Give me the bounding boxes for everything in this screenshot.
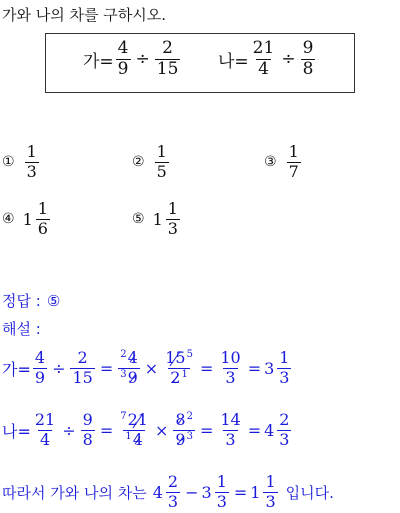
choice-fraction: 1 7	[288, 142, 299, 181]
conclusion-prefix: 따라서 가와 나의 차는	[2, 483, 147, 502]
cancelled-fraction: $\frac{15^5}{2^1}$	[165, 348, 193, 387]
mixed-integer: 4	[264, 420, 275, 440]
choice-number: ③	[264, 154, 277, 171]
explanation-label: 해설 :	[2, 320, 41, 338]
choice-fraction: 1 6	[37, 199, 48, 238]
fraction: $\frac{1}{3}$	[216, 472, 227, 511]
minus-sign: −	[185, 482, 199, 502]
fraction: $\frac{10}{3}$	[220, 348, 241, 387]
equals-sign: =	[247, 420, 262, 440]
divide-sign: ÷	[62, 420, 76, 440]
answer-label: 정답 :	[2, 292, 41, 310]
mixed-integer: 3	[201, 482, 212, 502]
equals-sign: =	[199, 420, 214, 440]
mixed-integer: 1	[250, 482, 261, 502]
na-fraction-1: $\frac{21}{4}$	[252, 38, 275, 79]
cancelled-fraction: $\frac{^24}{^39}$	[120, 348, 138, 387]
choice-fraction: 1 3	[26, 142, 37, 181]
na-expression	[218, 40, 317, 79]
fraction: 1 3	[265, 472, 276, 511]
choice-2[interactable]	[132, 144, 171, 181]
choice-number: ②	[132, 154, 145, 171]
cancelled-fraction: $\frac{8^2}{9^3}$	[175, 410, 193, 449]
divide-sign: ÷	[281, 49, 296, 70]
equals-sign: =	[247, 358, 262, 378]
conclusion-line	[2, 474, 334, 511]
choice-number: ⑤	[132, 211, 145, 228]
choice-fraction: 1 3	[167, 199, 178, 238]
choice-4[interactable]	[2, 201, 52, 238]
divide-sign: ÷	[135, 49, 150, 70]
cancelled-fraction: $\frac{^721}{^14}$	[120, 410, 148, 449]
mixed-integer: 3	[264, 358, 275, 378]
fraction: $\frac{2}{15}$	[72, 348, 93, 387]
ga-label: 가=	[83, 51, 114, 72]
choice-fraction: 1 5	[156, 142, 167, 181]
na-label: 나=	[2, 421, 31, 441]
equals-sign: =	[199, 358, 214, 378]
choice-number: ④	[2, 211, 15, 228]
fraction: $\frac{14}{3}$	[220, 410, 241, 449]
explanation-na-line	[2, 412, 293, 449]
ga-fraction-2: $\frac{2}{15}$	[156, 38, 179, 79]
ga-fraction-1: $\frac{4}{9}$	[117, 38, 129, 79]
choice-3[interactable]	[264, 144, 303, 181]
answer-line	[2, 290, 60, 311]
fraction: 1 3	[279, 348, 290, 387]
equals-sign: =	[99, 358, 114, 378]
ga-label: 가=	[2, 359, 31, 379]
mixed-integer: 4	[152, 482, 163, 502]
na-fraction-2: $\frac{9}{8}$	[302, 38, 314, 79]
equals-sign: =	[233, 482, 248, 502]
times-sign: ×	[144, 358, 159, 378]
conclusion-suffix: 입니다.	[285, 483, 334, 502]
divide-sign: ÷	[52, 358, 66, 378]
times-sign: ×	[154, 420, 169, 440]
problem-box	[45, 33, 355, 93]
fraction: 2 3	[167, 472, 179, 511]
na-label: 나=	[218, 51, 249, 72]
fraction: 2 3	[279, 410, 290, 449]
choice-number: ①	[2, 154, 15, 171]
explanation-ga-line	[2, 350, 293, 387]
ga-expression	[83, 40, 182, 79]
answer-value: ⑤	[46, 291, 61, 310]
choice-integer: 1	[22, 209, 33, 229]
choice-integer: 1	[152, 209, 163, 229]
fraction: $\frac{21}{4}$	[34, 410, 56, 449]
question-text: 가와 나의 차를 구하시오.	[2, 6, 166, 24]
choice-1[interactable]	[2, 144, 41, 181]
fraction: $\frac{4}{9}$	[34, 348, 46, 387]
equals-sign: =	[99, 420, 114, 440]
fraction: $\frac{9}{8}$	[82, 410, 93, 449]
choice-5[interactable]	[132, 201, 182, 238]
